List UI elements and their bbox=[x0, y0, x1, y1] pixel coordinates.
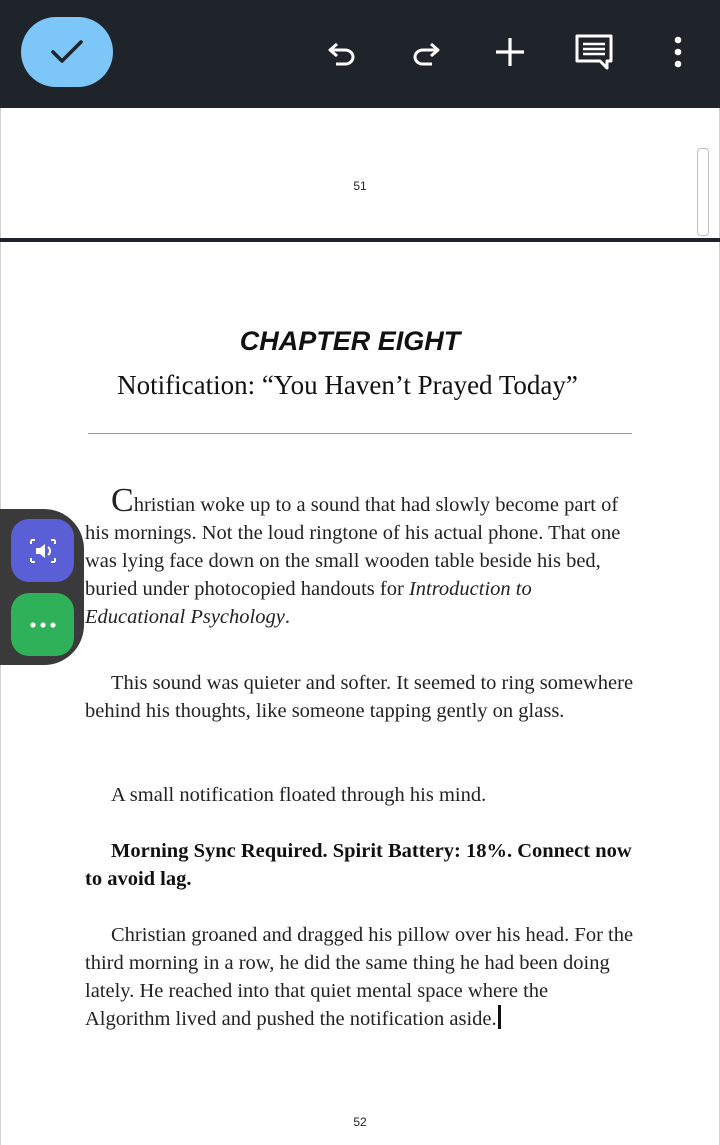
check-icon bbox=[50, 38, 84, 66]
page-number-52: 52 bbox=[353, 1115, 367, 1129]
more-vert-icon bbox=[672, 36, 684, 68]
comment-button[interactable] bbox=[568, 26, 620, 78]
paragraph-3-text: A small notification floated through his mind. bbox=[111, 784, 487, 806]
redo-icon bbox=[410, 36, 442, 68]
comment-icon bbox=[575, 34, 613, 70]
paragraph-1-text: hristian woke up to a sound that had slowly become part of his mornings. Not the loud ringtone of his actual phone. That one was lying face down on the small wooden table beside his bed, buried under photocopied handouts for bbox=[85, 494, 621, 600]
paragraph-3[interactable] bbox=[85, 781, 637, 809]
paragraph-4[interactable] bbox=[85, 837, 637, 893]
paragraph-5[interactable] bbox=[85, 921, 637, 1033]
text-cursor bbox=[498, 1005, 501, 1029]
more-horiz-icon bbox=[29, 621, 57, 629]
drop-cap: C bbox=[111, 482, 134, 519]
chapter-title: Notification: “You Haven’t Prayed Today” bbox=[117, 370, 578, 400]
done-button[interactable] bbox=[21, 17, 113, 87]
undo-button[interactable] bbox=[316, 26, 368, 78]
paragraph-2-text: This sound was quieter and softer. It seemed to ring somewhere behind his thoughts, like someone tapping gently on glass. bbox=[85, 672, 634, 722]
paragraph-4-text: Morning Sync Required. Spirit Battery: 18%. Connect now to avoid lag. bbox=[85, 840, 632, 890]
add-button[interactable] bbox=[484, 26, 536, 78]
page-51 bbox=[0, 108, 720, 238]
paragraph-2[interactable] bbox=[85, 669, 637, 725]
more-options-button[interactable] bbox=[652, 26, 704, 78]
page-number: 51 bbox=[353, 179, 367, 193]
paragraph-1[interactable] bbox=[85, 482, 637, 631]
read-aloud-icon bbox=[29, 538, 57, 564]
plus-icon bbox=[494, 36, 526, 68]
chapter-heading: CHAPTER EIGHT bbox=[239, 326, 461, 356]
book-title: Introduction to Educational Psychology bbox=[85, 578, 532, 628]
title-rule bbox=[88, 433, 632, 434]
paragraph-1-end: . bbox=[284, 606, 290, 628]
more-actions-button[interactable] bbox=[11, 593, 74, 656]
floating-action-panel bbox=[0, 509, 84, 665]
undo-icon bbox=[326, 36, 358, 68]
read-aloud-button[interactable] bbox=[11, 519, 74, 582]
paragraph-5-text: Christian groaned and dragged his pillow over his head. For the third morning in a row, he did the same thing he had been doing lately. He reached into that quiet mental space where the Algorithm lived and pushed the notification aside. bbox=[85, 924, 634, 1030]
scrollbar-thumb[interactable] bbox=[697, 148, 709, 236]
top-toolbar bbox=[0, 0, 720, 108]
redo-button[interactable] bbox=[400, 26, 452, 78]
